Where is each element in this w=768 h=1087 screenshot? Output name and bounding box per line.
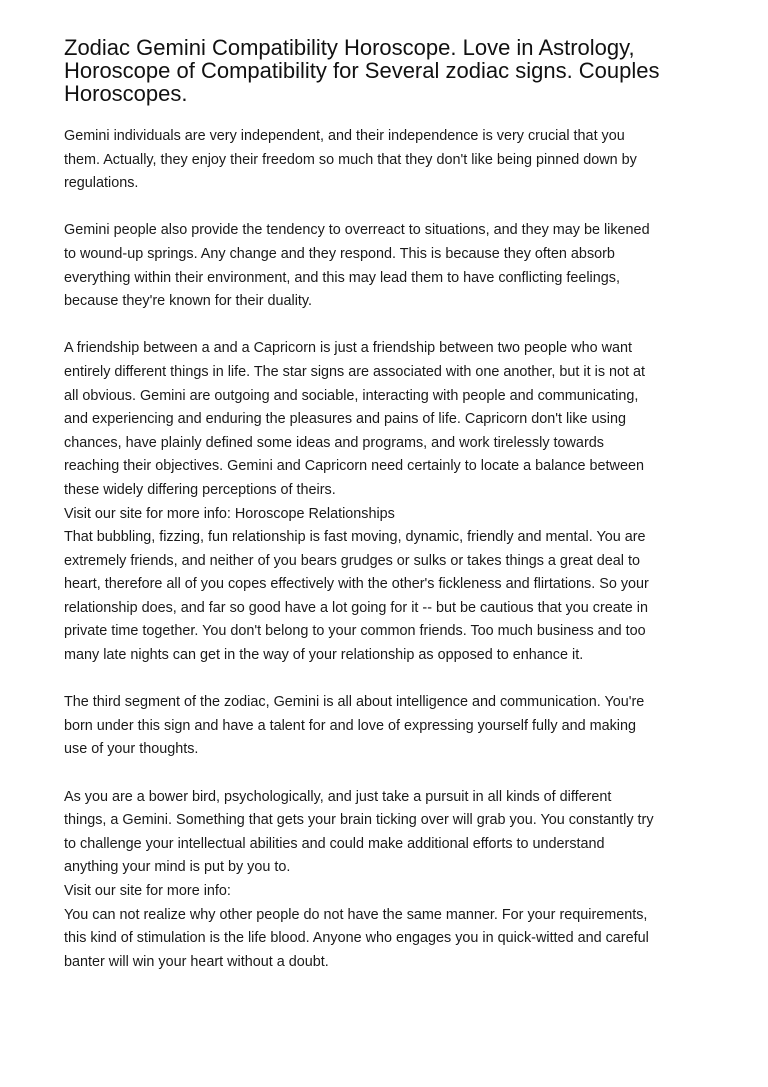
text-line: anything your mind is put by you to. — [64, 859, 291, 876]
text-line: As you are a bower bird, psychologically, and just take a pursuit in all kinds of different — [64, 788, 612, 805]
text-line: Gemini people also provide the tendency to overreact to situations, and they may be likened — [64, 222, 650, 239]
text-line: these widely differing perceptions of theirs. — [64, 481, 336, 498]
text-line: to challenge your intellectual abilities and could make additional efforts to understand — [64, 835, 605, 852]
text-line: relationship does, and far so good have a lot going for it -- but be cautious that you create in — [64, 599, 648, 616]
text-line: and experiencing and enduring the pleasures and pains of life. Capricorn don't like using — [64, 411, 626, 428]
text-line: A friendship between a and a Capricorn is just a friendship between two people who want — [64, 340, 632, 357]
title-line: Horoscopes. — [64, 81, 188, 106]
paragraph-gemini-overreact — [64, 219, 714, 313]
text-line: this kind of stimulation is the life blood. Anyone who engages you in quick-witted and careful — [64, 930, 649, 947]
text-line: chances, have plainly defined some ideas and programs, and work tirelessly towards — [64, 434, 604, 451]
text-line: everything within their environment, and this may lead them to have conflicting feelings, — [64, 269, 620, 286]
text-line: all obvious. Gemini are outgoing and sociable, interacting with people and communicating, — [64, 387, 639, 404]
paragraph-gap — [64, 668, 714, 692]
paragraph-gap — [64, 762, 714, 786]
paragraph-gap — [64, 314, 714, 338]
title-line: Zodiac Gemini Compatibility Horoscope. Love in Astrology, — [64, 35, 635, 60]
paragraph-bower-bird — [64, 786, 714, 975]
text-line: because they're known for their duality. — [64, 293, 313, 310]
text-line: heart, therefore all of you copes effectively with the other's fickleness and flirtations. So your — [64, 576, 649, 593]
title-line: Horoscope of Compatibility for Several zodiac signs. Couples — [64, 58, 660, 83]
text-line: That bubbling, fizzing, fun relationship is fast moving, dynamic, friendly and mental. You are — [64, 529, 646, 546]
text-line: many late nights can get in the way of your relationship as opposed to enhance it. — [64, 647, 584, 664]
text-line: them. Actually, they enjoy their freedom so much that they don't like being pinned down by — [64, 151, 637, 168]
text-line: Visit our site for more info: Horoscope Relationships — [64, 505, 395, 522]
paragraph-gemini-independence — [64, 125, 714, 196]
paragraph-gap — [64, 196, 714, 220]
text-line: You can not realize why other people do not have the same manner. For your requirements, — [64, 906, 648, 923]
text-line: Visit our site for more info: — [64, 883, 231, 899]
text-line: Gemini individuals are very independent, and their independence is very crucial that you — [64, 128, 625, 144]
text-line: The third segment of the zodiac, Gemini is all about intelligence and communication. You're — [64, 694, 645, 711]
text-line: things, a Gemini. Something that gets your brain ticking over will grab you. You constantly try — [64, 812, 654, 829]
text-line: extremely friends, and neither of you bears grudges or sulks or takes things a great deal to — [64, 552, 640, 569]
text-line: to wound-up springs. Any change and they respond. This is because they often absorb — [64, 245, 615, 262]
paragraph-third-segment — [64, 691, 714, 762]
paragraph-gemini-capricorn — [64, 337, 714, 667]
text-line: regulations. — [64, 175, 139, 192]
text-line: born under this sign and have a talent for and love of expressing yourself fully and making — [64, 717, 636, 734]
text-line: reaching their objectives. Gemini and Capricorn need certainly to locate a balance between — [64, 458, 644, 475]
text-line: banter will win your heart without a doubt. — [64, 953, 329, 970]
page-title — [64, 36, 714, 105]
document-page — [64, 36, 714, 974]
text-line: use of your thoughts. — [64, 741, 199, 758]
text-line: entirely different things in life. The star signs are associated with one another, but it is not at — [64, 363, 646, 380]
text-line: private time together. You don't belong to your common friends. Too much business and too — [64, 623, 646, 640]
